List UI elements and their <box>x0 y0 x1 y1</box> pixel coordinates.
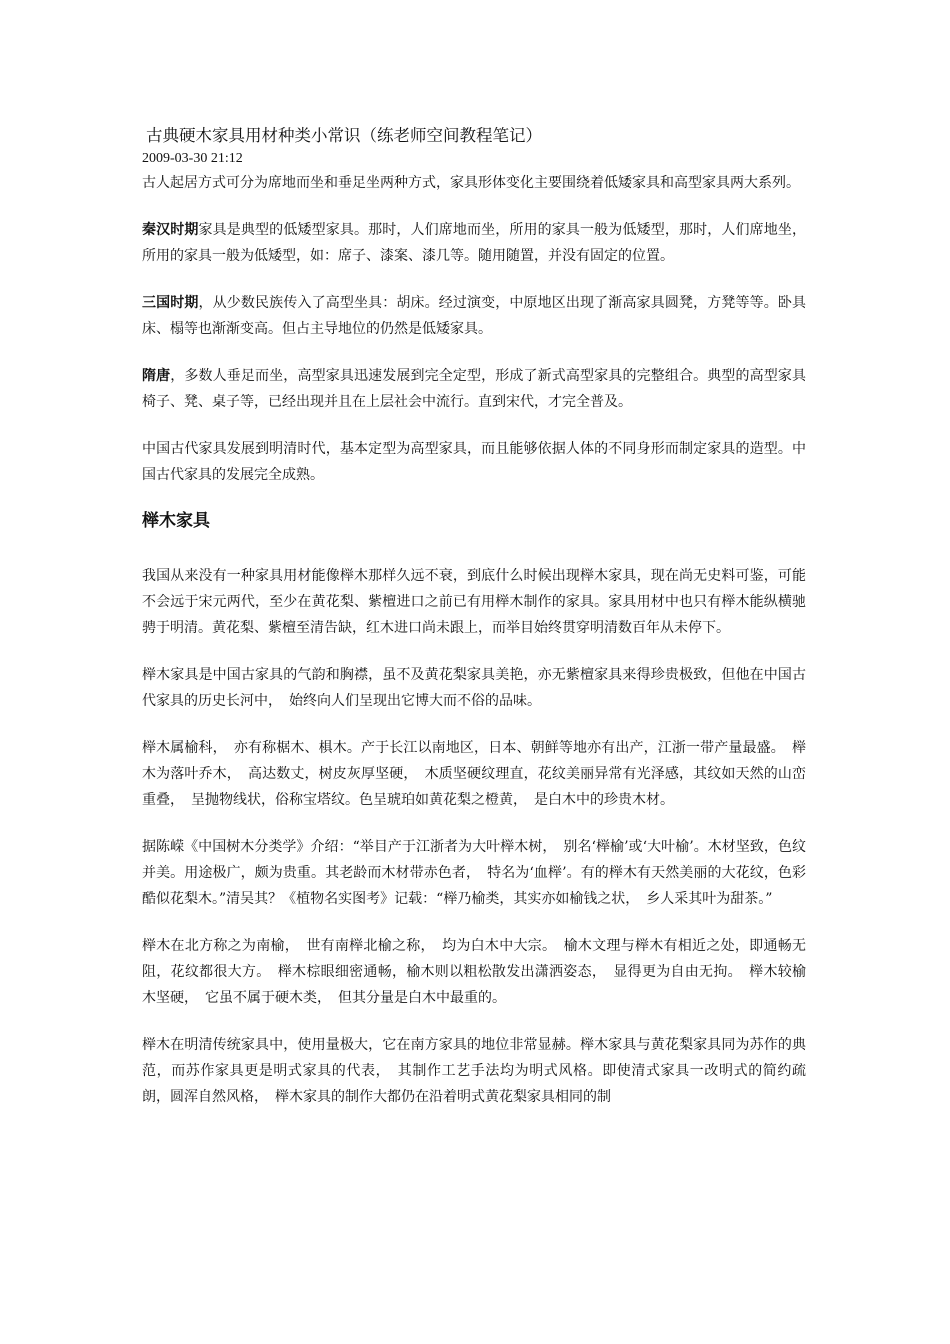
intro-paragraph: 古人起居方式可分为席地而坐和垂足坐两种方式，家具形体变化主要围绕着低矮家具和高型家具两大系列。 <box>142 175 800 191</box>
period-label: 隋唐 <box>142 368 171 384</box>
document-title: 古典硬木家具用材种类小常识（练老师空间教程笔记） <box>146 126 542 145</box>
section-paragraph: 榉木在北方称之为南榆， 世有南榉北榆之称， 均为白木中大宗。 榆木文理与榉木有相近之处，即通畅无阻，花纹都很大方。 榉木棕眼细密通畅，榆木则以粗松散发出潇洒姿态， 显得更为自由无拘。 榉木较榆木坚硬， 它虽不属于硬木类， 但其分量是白木中最重的。 <box>142 938 806 1006</box>
period-text: 家具是典型的低矮型家具。那时，人们席地而坐，所用的家具一般为低矮型，那时，人们席地坐，所用的家具一般为低矮型，如：席子、漆案、漆几等。随用随置，并没有固定的位置。 <box>142 222 807 264</box>
section-heading: 榉木家具 <box>142 511 210 531</box>
period-text: ，从少数民族传入了高型坐具：胡床。经过演变，中原地区出现了渐高家具圆凳，方凳等等。卧具床、榻等也渐渐变高。但占主导地位的仍然是低矮家具。 <box>142 295 807 337</box>
section-paragraph: 榉木属榆科， 亦有称椐木、椇木。产于长江以南地区，日本、朝鲜等地亦有出产，江浙一带产量最盛。 榉木为落叶乔木， 高达数丈，树皮灰厚坚硬， 木质坚硬纹理直，花纹美丽异常有光泽感，其纹如天然的山峦重叠， 呈抛物线状，俗称宝塔纹。色呈琥珀如黄花梨之橙黄， 是白木中的珍贵木材。 <box>142 740 806 808</box>
document-page <box>142 124 806 1131</box>
period-paragraph-sui-tang <box>142 363 806 415</box>
document-date: 2009-03-30 21:12 <box>142 151 243 166</box>
section-paragraph: 据陈嵘《中国树木分类学》介绍：“举目产于江浙者为大叶榉木树， 别名‘榉榆’或‘大叶榆’。木材坚致，色纹并美。用途极广，颇为贵重。其老龄而木材带赤色者， 特名为‘血榉’。有的榉木有天然美丽的大花纹，色彩酷似花梨木。”清吴其？《植物名实图考》记载：“榉乃榆类，其实亦如榆钱之状， 乡人采其叶为甜茶。” <box>142 839 806 907</box>
period-label: 秦汉时期 <box>142 222 199 238</box>
period-label: 三国时期 <box>142 295 199 311</box>
period-text: ，多数人垂足而坐，高型家具迅速发展到完全定型，形成了新式高型家具的完整组合。典型的高型家具椅子、凳、桌子等，已经出现并且在上层社会中流行。直到宋代，才完全普及。 <box>142 368 807 410</box>
period-paragraph-three-kingdoms <box>142 290 806 342</box>
section-paragraph: 我国从来没有一种家具用材能像榉木那样久远不衰，到底什么时候出现榉木家具，现在尚无史料可鉴，可能不会远于宋元两代，至少在黄花梨、紫檀进口之前已有用榉木制作的家具。家具用材中也只有榉木能纵横驰骋于明清。黄花梨、紫檀至清告缺，红木进口尚未跟上，而举目始终贯穿明清数百年从未停下。 <box>142 568 806 636</box>
conclusion-paragraph: 中国古代家具发展到明清时代，基本定型为高型家具，而且能够依据人体的不同身形而制定家具的造型。中国古代家具的发展完全成熟。 <box>142 441 806 483</box>
section-paragraph: 榉木在明清传统家具中，使用量极大，它在南方家具的地位非常显赫。榉木家具与黄花梨家具同为苏作的典范，而苏作家具更是明式家具的代表， 其制作工艺手法均为明式风格。即使清式家具一改明式的简约疏朗，圆浑自然风格， 榉木家具的制作大都仍在沿着明式黄花梨家具相同的制 <box>142 1037 806 1105</box>
section-paragraph: 榉木家具是中国古家具的气韵和胸襟，虽不及黄花梨家具美艳，亦无紫檀家具来得珍贵极致，但他在中国古代家具的历史长河中， 始终向人们呈现出它博大而不俗的品味。 <box>142 667 806 709</box>
period-paragraph-qin-han <box>142 217 806 269</box>
